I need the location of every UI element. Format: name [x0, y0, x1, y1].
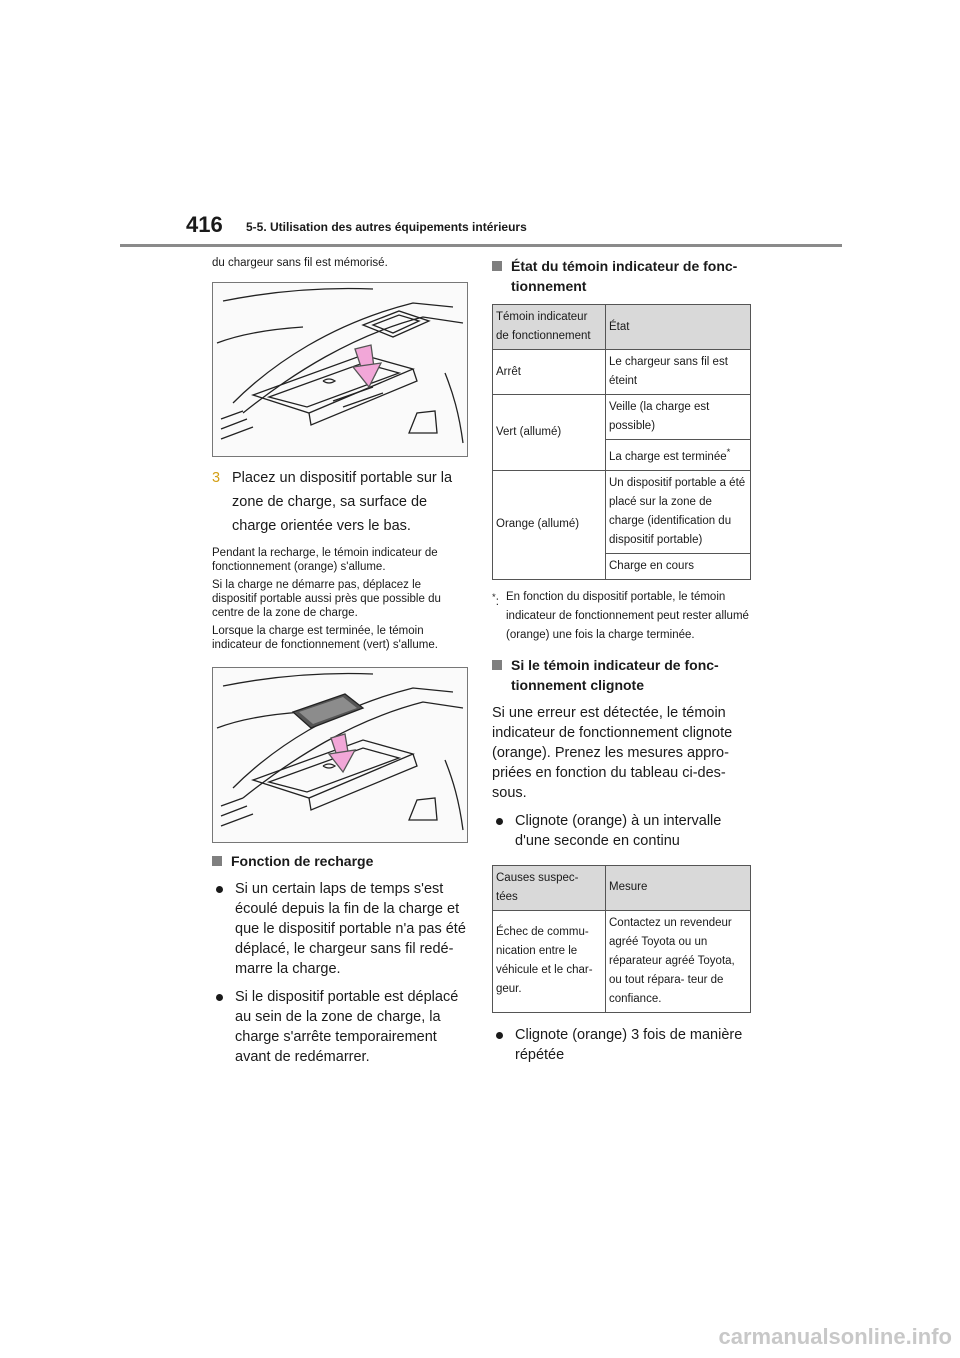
bullet-icon: [216, 886, 223, 893]
blink-heading-text: Si le témoin indicateur de fonc- tionnement clignote: [511, 656, 719, 693]
table-row: [493, 395, 751, 440]
blink-text: Si une erreur est détectée, le témoin indicateur de fonctionnement clignote (orange). Prenez les mesures appro- priées en fonction du tableau ci-des- sous.: [492, 704, 733, 801]
function-heading-text: Fonction de recharge: [231, 853, 374, 869]
table-cell: Veille (la charge est possible): [606, 395, 751, 440]
table-cell: Arrêt: [493, 350, 606, 395]
intro-text: du chargeur sans fil est mémorisé.: [212, 257, 388, 269]
cell-text: La charge est terminée: [609, 450, 727, 463]
table-cell: [606, 440, 751, 471]
bullet-text: Clignote (orange) à un intervalle d'une seconde en continu: [515, 812, 722, 849]
section-title: 5-5. Utilisation des autres équipements intérieurs: [246, 220, 527, 234]
figure-charger-tray: [212, 282, 468, 457]
bullet-text: Clignote (orange) 3 fois de manière répétée: [515, 1026, 743, 1063]
function-heading: [212, 851, 468, 871]
table-header-cell: Causes suspec- tées: [493, 865, 606, 910]
right-column: [492, 256, 758, 1065]
table-header-cell: Témoin indicateur de fonctionnement: [493, 305, 606, 350]
table-row: [493, 470, 751, 553]
step-number: 3: [212, 470, 221, 486]
table-row: [493, 865, 751, 910]
bullet-icon: [496, 818, 503, 825]
footnote-text: En fonction du dispositif portable, le témoin indicateur de fonctionnement peut rester allumé (orange) une fois la charge terminée.: [506, 590, 749, 641]
header-rule: [120, 244, 842, 247]
table-row: [493, 350, 751, 395]
status-heading: [492, 256, 758, 296]
list-item: [212, 879, 468, 979]
bullet-icon: [496, 1032, 503, 1039]
table-cell: Orange (allumé): [493, 470, 606, 579]
table-row: [493, 910, 751, 1012]
blink-heading: [492, 655, 758, 695]
square-marker-icon: [492, 261, 502, 271]
bullet-icon: [216, 994, 223, 1001]
table-cell: Charge en cours: [606, 553, 751, 579]
left-column: [212, 256, 468, 1067]
paragraph-1: Pendant la recharge, le témoin indicateur de fonctionnement (orange) s'allume.: [212, 547, 438, 573]
status-heading-text: État du témoin indicateur de fonc- tionnement: [511, 258, 738, 294]
table-header-cell: Mesure: [606, 865, 751, 910]
step-text: Placez un dispositif portable sur la zone de charge, sa surface de charge orientée vers le bas.: [232, 470, 453, 534]
table-row: [493, 305, 751, 350]
footnote-mark: *: [726, 447, 731, 458]
list-item: [492, 811, 758, 851]
watermark: carmanualsonline.info: [718, 1324, 952, 1349]
step-3: [212, 466, 468, 538]
table-cell: Un dispositif portable a été placé sur la zone de charge (identification du dispositif portable): [606, 470, 751, 553]
page-number: 416: [186, 212, 223, 237]
footnote: [492, 588, 758, 645]
paragraph-3: Lorsque la charge est terminée, le témoin indicateur de fonctionnement (vert) s'allume.: [212, 625, 438, 651]
bullet-text: Si le dispositif portable est déplacé au sein de la zone de charge, la charge s'arrête temporairement avant de redémarrer.: [235, 989, 459, 1065]
table-cell: Échec de commu- nication entre le véhicule et le char- geur.: [493, 910, 606, 1012]
figure-phone-on-tray: [212, 667, 468, 843]
table-cell: Le chargeur sans fil est éteint: [606, 350, 751, 395]
footnote-mark: *:: [492, 591, 499, 608]
square-marker-icon: [212, 856, 222, 866]
list-item: [212, 987, 468, 1067]
bullet-text: Si un certain laps de temps s'est écoulé depuis la fin de la charge et que le dispositif portable n'a pas été déplacé, le chargeur sans fil redé- marre la charge.: [235, 881, 466, 977]
paragraph-2: Si la charge ne démarre pas, déplacez le dispositif portable aussi près que possible du centre de la zone de charge.: [212, 579, 441, 619]
table-cell: Vert (allumé): [493, 395, 606, 471]
square-marker-icon: [492, 660, 502, 670]
table-header-cell: État: [606, 305, 751, 350]
list-item: [492, 1025, 758, 1065]
status-table: [492, 304, 751, 580]
footnote-asterisk: *: [492, 591, 496, 603]
table-cell: Contactez un revendeur agréé Toyota ou un réparateur agréé Toyota, ou tout répara- teur de confiance.: [606, 910, 751, 1012]
cause-table: [492, 865, 751, 1013]
